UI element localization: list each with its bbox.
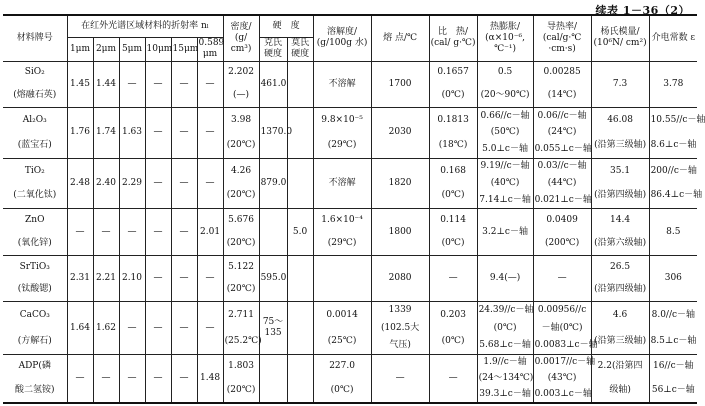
material-cell <box>3 209 67 255</box>
thermal-expansion-cell-line: 1.9//c－轴 <box>483 357 527 368</box>
solubility-cell-line: 9.8×10⁻⁵ <box>321 114 363 125</box>
refractive-index-cell: — <box>197 61 223 107</box>
mohs-hardness-cell <box>287 158 313 209</box>
thermal-expansion-cell-line: 24.39//c－轴 <box>478 305 534 316</box>
header-wavelength: 10μm <box>145 37 171 61</box>
refractive-index-cell: 1.45 <box>67 61 93 107</box>
solubility-cell-line: (29℃) <box>327 139 357 150</box>
material-cell <box>3 255 67 301</box>
thermal-conductivity-cell-line: 0.0017//c－轴 <box>534 357 596 368</box>
mohs-hardness-cell <box>287 255 313 301</box>
refractive-index-cell: — <box>197 107 223 158</box>
specific-heat-cell-line: — <box>448 273 458 283</box>
refractive-index-cell: 2.10 <box>119 255 145 301</box>
table-row <box>3 158 697 209</box>
header-wavelength: 1μm <box>67 37 93 61</box>
thermal-expansion-cell-line: (20～90℃) <box>480 90 530 101</box>
density-cell <box>223 61 259 107</box>
refractive-index-cell: — <box>145 61 171 107</box>
dielectric-constant-cell-line: 86.4⊥c－轴 <box>650 190 703 201</box>
material-cell-line: ADP(磷 <box>18 361 51 372</box>
knoop-hardness-cell: 879.0 <box>259 158 287 209</box>
material-cell-line: ZnO <box>25 215 45 226</box>
density-cell-line: (25.2℃) <box>224 335 262 346</box>
youngs-modulus-cell <box>591 158 649 209</box>
density-cell <box>223 158 259 209</box>
refractive-index-cell: 1.63 <box>119 107 145 158</box>
thermal-expansion-cell-line: 3.2⊥c－轴 <box>482 226 528 237</box>
refractive-index-cell: — <box>171 158 197 209</box>
dielectric-constant-cell <box>649 209 697 255</box>
refractive-index-cell: 1.76 <box>67 107 93 158</box>
dielectric-constant-cell-line: 56⊥c－轴 <box>651 384 695 395</box>
thermal-expansion-cell-line: 9.4(—) <box>489 273 521 283</box>
dielectric-constant-cell-line: 8.5⊥c－轴 <box>650 335 697 346</box>
melting-point-cell-line: 2030 <box>388 127 412 138</box>
specific-heat-cell-line: 0.1657 <box>437 67 469 78</box>
thermal-conductivity-cell-line: 0.003⊥c－轴 <box>534 388 592 399</box>
density-cell <box>223 107 259 158</box>
thermal-conductivity-cell <box>533 302 598 355</box>
header-wavelength: 2μm <box>93 37 119 61</box>
header-thermal-expansion: 热膨胀/ (α×10⁻⁶, ℃⁻¹) <box>477 15 533 61</box>
table-body <box>3 61 705 403</box>
dielectric-constant-cell-line: 306 <box>664 273 682 283</box>
material-cell <box>3 354 67 403</box>
refractive-index-cell: 2.21 <box>93 255 119 301</box>
youngs-modulus-cell-line: 4.6 <box>612 309 628 320</box>
material-cell-line: (方解石) <box>17 335 52 346</box>
density-cell-line: 3.98 <box>231 114 252 125</box>
refractive-index-cell: — <box>145 255 171 301</box>
material-cell-line: (钛酸锶) <box>17 284 52 295</box>
thermal-conductivity-cell <box>533 107 591 158</box>
thermal-expansion-cell <box>477 302 533 355</box>
solubility-cell-line: (0℃) <box>330 384 354 395</box>
density-cell-line: (20℃) <box>226 190 256 201</box>
thermal-conductivity-cell-line: (14℃) <box>547 90 577 101</box>
specific-heat-cell-line: 0.1813 <box>437 114 469 125</box>
table-row <box>3 61 697 107</box>
youngs-modulus-cell-line: 级轴) <box>609 384 631 395</box>
youngs-modulus-cell-line: (沿第六级轴) <box>594 237 647 248</box>
material-cell-line: 酸二氢铵) <box>14 384 55 395</box>
specific-heat-cell-line: 0.203 <box>440 309 466 320</box>
thermal-expansion-cell <box>477 209 533 255</box>
refractive-index-cell: — <box>171 302 197 355</box>
refractive-index-cell: — <box>67 354 93 403</box>
youngs-modulus-cell <box>591 255 649 301</box>
header-youngs-modulus: 杨氏模量/ (10⁶N/ cm²) <box>591 15 649 61</box>
youngs-modulus-cell-line: 46.08 <box>607 114 633 125</box>
refractive-index-cell: 1.64 <box>67 302 93 355</box>
density-cell-line: (20℃) <box>226 237 256 248</box>
knoop-hardness-cell <box>259 354 287 403</box>
materials-table <box>3 14 705 404</box>
mohs-hardness-cell <box>287 354 313 403</box>
dielectric-constant-cell <box>649 302 697 355</box>
thermal-expansion-cell-line: 0.5 <box>497 67 513 78</box>
refractive-index-cell: — <box>145 354 171 403</box>
specific-heat-cell <box>429 255 477 301</box>
thermal-conductivity-cell-line: — <box>557 273 567 283</box>
table-row <box>3 209 697 255</box>
thermal-expansion-cell-line: 5.68⊥c－轴 <box>479 339 531 350</box>
thermal-expansion-cell <box>477 255 533 301</box>
dielectric-constant-cell <box>649 107 705 158</box>
thermal-conductivity-cell-line: (200℃) <box>544 237 580 248</box>
density-cell-line: 4.26 <box>231 165 252 176</box>
refractive-index-cell: — <box>171 61 197 107</box>
thermal-conductivity-cell-line: (43℃) <box>547 373 577 384</box>
header-thermal-conductivity: 导热率/ (cal/g·℃ ·cm·s) <box>533 15 591 61</box>
thermal-conductivity-cell-line: 0.055⊥c－轴 <box>534 143 592 154</box>
knoop-hardness-cell: 75～ 135 <box>259 302 287 355</box>
density-cell-line: (20℃) <box>226 384 256 395</box>
table-row <box>3 354 697 403</box>
table-row <box>3 107 697 158</box>
thermal-expansion-cell-line: (40℃) <box>490 178 520 189</box>
density-cell-line: 5.122 <box>228 261 254 272</box>
material-cell <box>3 107 67 158</box>
table-row <box>3 302 697 355</box>
solubility-cell <box>313 354 371 403</box>
solubility-cell-line: 不溶解 <box>328 78 356 89</box>
solubility-cell-line: 227.0 <box>329 361 355 372</box>
thermal-conductivity-cell <box>533 158 591 209</box>
density-cell <box>223 255 259 301</box>
header-density: 密度/ (g/ cm³) <box>223 15 259 61</box>
refractive-index-cell: 2.01 <box>197 209 223 255</box>
specific-heat-cell-line: 0.168 <box>440 165 466 176</box>
table-caption: 续表 1－36（2） <box>595 4 690 17</box>
refractive-index-cell: 2.48 <box>67 158 93 209</box>
solubility-cell-line: 不溶解 <box>328 178 356 189</box>
refractive-index-cell: 2.40 <box>93 158 119 209</box>
thermal-expansion-cell-line: 39.3⊥c－轴 <box>479 388 531 399</box>
melting-point-cell <box>371 302 429 355</box>
refractive-index-cell: — <box>145 158 171 209</box>
thermal-conductivity-cell-line: 0.0409 <box>546 215 578 226</box>
specific-heat-cell-line: — <box>448 373 458 384</box>
refractive-index-cell: — <box>119 61 145 107</box>
youngs-modulus-cell-line: (沿第四级轴) <box>594 284 647 295</box>
dielectric-constant-cell-line: 8.5 <box>666 226 681 237</box>
thermal-expansion-cell <box>477 61 533 107</box>
density-cell-line: (20℃) <box>226 139 256 150</box>
thermal-conductivity-cell-line: －轴(0℃) <box>541 322 583 333</box>
thermal-conductivity-cell-line: 0.03//c－轴 <box>537 161 587 172</box>
refractive-index-cell: — <box>145 302 171 355</box>
knoop-hardness-cell <box>259 209 287 255</box>
thermal-expansion-cell-line: (24～134℃) <box>478 373 534 384</box>
header-hardness-mohs: 莫氏 硬度 <box>287 37 313 61</box>
thermal-conductivity-cell-line: 0.00285 <box>543 67 581 78</box>
specific-heat-cell <box>429 354 477 403</box>
material-cell-line: (二氧化钛) <box>13 190 57 201</box>
thermal-expansion-cell <box>477 158 533 209</box>
material-cell-line: Al₂O₃ <box>22 114 47 125</box>
header-hardness-knoop: 克氏 硬度 <box>259 37 287 61</box>
youngs-modulus-cell <box>591 61 649 107</box>
thermal-expansion-cell-line: (50℃) <box>490 127 520 138</box>
material-cell-line: SiO₂ <box>24 67 45 78</box>
density-cell-line: 1.803 <box>228 361 254 372</box>
thermal-expansion-cell <box>477 107 533 158</box>
melting-point-cell <box>371 354 429 403</box>
refractive-index-cell: 1.62 <box>93 302 119 355</box>
knoop-hardness-cell: 1370.0 <box>259 107 287 158</box>
header-refractive-index: 在红外光谱区域材料的折射率 nₗ <box>67 15 223 37</box>
youngs-modulus-cell-line: 26.5 <box>610 261 631 272</box>
melting-point-cell <box>371 61 429 107</box>
refractive-index-cell: — <box>119 209 145 255</box>
material-cell-line: (蓝宝石) <box>17 139 52 150</box>
density-cell <box>223 354 259 403</box>
solubility-cell-line: (25℃) <box>327 335 357 346</box>
specific-heat-cell <box>429 107 477 158</box>
thermal-conductivity-cell-line: (24℃) <box>547 127 577 138</box>
melting-point-cell <box>371 158 429 209</box>
solubility-cell <box>313 255 371 301</box>
dielectric-constant-cell-line: 8.6⊥c－轴 <box>650 139 697 150</box>
specific-heat-cell <box>429 61 477 107</box>
dielectric-constant-cell <box>649 158 703 209</box>
thermal-expansion-cell-line: 7.14⊥c－轴 <box>479 194 531 205</box>
thermal-conductivity-cell-line: 0.06//c－轴 <box>537 110 587 121</box>
material-cell <box>3 158 67 209</box>
melting-point-cell-line: — <box>395 373 405 384</box>
material-cell <box>3 302 67 355</box>
dielectric-constant-cell-line: 8.0//c－轴 <box>651 309 696 320</box>
refractive-index-cell: — <box>171 255 197 301</box>
solubility-cell <box>313 158 371 209</box>
dielectric-constant-cell <box>649 255 697 301</box>
refractive-index-cell: — <box>145 107 171 158</box>
melting-point-cell-line: (102.5大 <box>380 322 420 333</box>
mohs-hardness-cell: 5.0 <box>287 209 313 255</box>
header-hardness: 硬 度 <box>259 15 313 37</box>
thermal-conductivity-cell-line: 0.00956//c <box>537 305 587 316</box>
header-solubility: 溶解度/ (g/100g 水) <box>313 15 371 61</box>
density-cell <box>223 302 262 355</box>
table-row <box>3 255 697 301</box>
youngs-modulus-cell-line: 2.2(沿第四 <box>597 361 643 372</box>
specific-heat-cell <box>429 158 477 209</box>
specific-heat-cell <box>429 209 477 255</box>
youngs-modulus-cell-line: 35.1 <box>610 165 631 176</box>
youngs-modulus-cell <box>591 354 649 403</box>
refractive-index-cell: 2.31 <box>67 255 93 301</box>
thermal-conductivity-cell-line: 0.021⊥c－轴 <box>534 194 592 205</box>
solubility-cell <box>313 107 371 158</box>
refractive-index-cell: — <box>171 354 197 403</box>
material-cell-line: (氧化锌) <box>17 237 52 248</box>
youngs-modulus-cell <box>591 107 649 158</box>
mohs-hardness-cell <box>287 302 313 355</box>
melting-point-cell-line: 1820 <box>388 178 412 189</box>
youngs-modulus-cell-line: 7.3 <box>612 78 628 89</box>
refractive-index-cell: 2.29 <box>119 158 145 209</box>
header-wavelength: 5μm <box>119 37 145 61</box>
material-cell-line: TiO₂ <box>24 165 45 176</box>
dielectric-constant-cell-line: 10.55//c－轴 <box>650 114 705 125</box>
youngs-modulus-cell-line: (沿第四级轴) <box>594 190 647 201</box>
solubility-cell-line: 0.0014 <box>326 309 358 320</box>
refractive-index-cell: — <box>171 209 197 255</box>
knoop-hardness-cell: 461.0 <box>259 61 287 107</box>
dielectric-constant-cell-line: 16//c－轴 <box>653 361 694 372</box>
density-cell-line: 2.202 <box>228 67 254 78</box>
refractive-index-cell: — <box>119 354 145 403</box>
specific-heat-cell-line: 0.114 <box>440 215 466 226</box>
refractive-index-cell: 1.44 <box>93 61 119 107</box>
melting-point-cell-line: 1339 <box>388 305 412 316</box>
density-cell-line: 5.676 <box>228 215 254 226</box>
dielectric-constant-cell <box>649 354 697 403</box>
thermal-expansion-cell-line: 5.0⊥c－轴 <box>482 143 528 154</box>
thermal-expansion-cell-line: 9.19//c－轴 <box>480 161 530 172</box>
refractive-index-cell: — <box>93 209 119 255</box>
material-cell-line: CaCO₃ <box>19 309 50 320</box>
material-cell-line: SrTiO₃ <box>19 261 50 272</box>
material-cell-line: (熔融石英) <box>13 90 57 101</box>
knoop-hardness-cell: 595.0 <box>259 255 287 301</box>
refractive-index-cell: — <box>171 107 197 158</box>
refractive-index-cell: — <box>93 354 119 403</box>
header-wavelength: 15μm <box>171 37 197 61</box>
dielectric-constant-cell-line: 3.78 <box>663 78 684 89</box>
specific-heat-cell-line: (0℃) <box>441 335 465 346</box>
thermal-expansion-cell-line: 0.66//c－轴 <box>480 110 530 121</box>
header-specific-heat: 比 热/ (cal/ g·℃) <box>429 15 477 61</box>
thermal-expansion-cell <box>477 354 533 403</box>
thermal-expansion-cell-line: (0℃) <box>493 322 517 333</box>
melting-point-cell <box>371 107 429 158</box>
refractive-index-cell: 1.74 <box>93 107 119 158</box>
thermal-conductivity-cell-line: 0.0083⊥c－轴 <box>534 339 598 350</box>
header-material: 材料牌号 <box>3 15 67 61</box>
specific-heat-cell-line: (18℃) <box>438 139 468 150</box>
solubility-cell <box>313 302 371 355</box>
melting-point-cell <box>371 209 429 255</box>
refractive-index-cell: — <box>145 209 171 255</box>
solubility-cell-line: 1.6×10⁻⁴ <box>321 215 363 226</box>
density-cell-line: 2.711 <box>228 309 254 320</box>
solubility-cell <box>313 209 371 255</box>
header-dielectric-constant: 介电常数 ε <box>649 15 697 61</box>
specific-heat-cell-line: (0℃) <box>441 90 465 101</box>
thermal-conductivity-cell-line: (44℃) <box>547 178 577 189</box>
thermal-conductivity-cell <box>533 209 591 255</box>
youngs-modulus-cell-line: (沿第三级轴) <box>594 335 647 346</box>
melting-point-cell-line: 2080 <box>388 273 412 283</box>
youngs-modulus-cell <box>591 209 649 255</box>
density-cell-line: (20℃) <box>226 284 256 295</box>
youngs-modulus-cell-line: (沿第三级轴) <box>594 139 647 150</box>
specific-heat-cell-line: (0℃) <box>441 237 465 248</box>
dielectric-constant-cell-line: 200//c－轴 <box>650 165 697 176</box>
refractive-index-cell: — <box>197 255 223 301</box>
melting-point-cell <box>371 255 429 301</box>
solubility-cell <box>313 61 371 107</box>
melting-point-cell-line: 气压) <box>389 339 411 350</box>
thermal-conductivity-cell <box>533 354 596 403</box>
density-cell <box>223 209 259 255</box>
refractive-index-cell: — <box>67 209 93 255</box>
header-melting-point: 熔 点/℃ <box>371 15 429 61</box>
header-wavelength: 0.589 μm <box>198 38 225 59</box>
thermal-conductivity-cell <box>533 255 591 301</box>
youngs-modulus-cell <box>591 302 649 355</box>
mohs-hardness-cell <box>287 61 313 107</box>
refractive-index-cell: — <box>197 302 223 355</box>
thermal-conductivity-cell <box>533 61 591 107</box>
melting-point-cell-line: 1700 <box>388 78 412 89</box>
solubility-cell-line: (29℃) <box>327 237 357 248</box>
youngs-modulus-cell-line: 14.4 <box>610 215 631 226</box>
density-cell-line: (—) <box>233 90 250 101</box>
refractive-index-cell: 1.48 <box>197 354 223 403</box>
refractive-index-cell: — <box>197 158 223 209</box>
melting-point-cell-line: 1800 <box>388 226 412 237</box>
specific-heat-cell <box>429 302 477 355</box>
dielectric-constant-cell <box>649 61 697 107</box>
refractive-index-cell: — <box>119 302 145 355</box>
specific-heat-cell-line: (0℃) <box>441 190 465 201</box>
material-cell <box>3 61 67 107</box>
